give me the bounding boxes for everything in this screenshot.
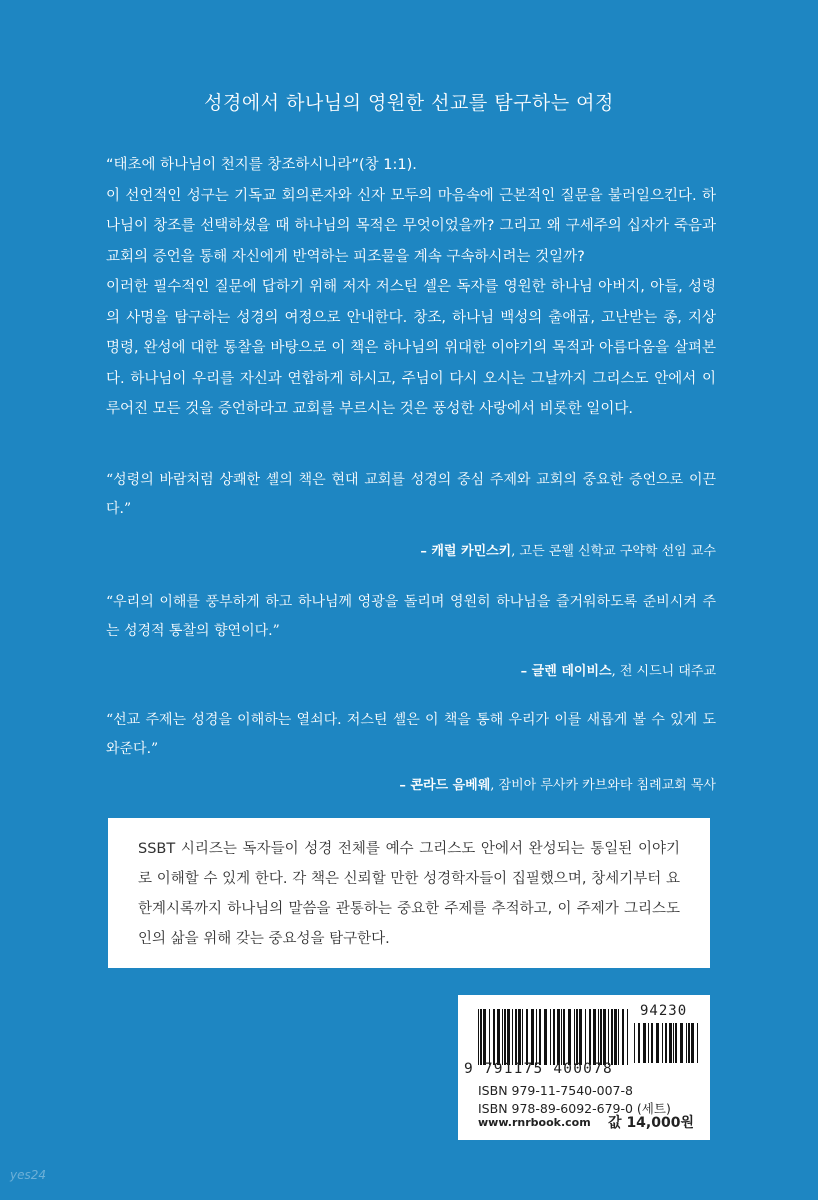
barcode-bar xyxy=(563,1009,565,1065)
endorser-role: , 고든 콘웰 신학교 구약학 선임 교수 xyxy=(511,544,716,559)
endorsement-attribution-2 xyxy=(521,660,716,679)
barcode-bar xyxy=(507,1009,510,1065)
barcode-bar xyxy=(497,1009,500,1065)
barcode-bar xyxy=(611,1009,613,1065)
barcode-bar xyxy=(526,1009,528,1065)
barcode-bar xyxy=(568,1009,571,1065)
barcode-bar xyxy=(622,1009,624,1065)
barcode-bar xyxy=(561,1009,562,1065)
barcode-bar xyxy=(656,1023,659,1063)
barcode-box xyxy=(458,995,710,1140)
barcode-digits: 9 791175 400078 xyxy=(464,1061,613,1077)
barcode-bar xyxy=(608,1009,609,1065)
barcode-bar xyxy=(574,1009,575,1065)
barcode-bar xyxy=(478,1009,479,1065)
barcode-bar xyxy=(504,1009,506,1065)
isbn-set: ISBN 978-89-6092-679-0 (세트) xyxy=(478,1101,671,1116)
barcode-bar xyxy=(589,1009,591,1065)
barcode-bar xyxy=(662,1023,663,1063)
addon-barcode xyxy=(634,1023,698,1063)
publisher-url: www.rnrbook.com xyxy=(478,1116,591,1129)
barcode-bar xyxy=(697,1023,698,1063)
barcode-bar xyxy=(691,1023,694,1063)
barcode-bar xyxy=(669,1023,672,1063)
barcode-bar xyxy=(576,1009,578,1065)
barcode-bar xyxy=(480,1009,482,1065)
barcode-bar xyxy=(502,1009,503,1065)
barcode-bar xyxy=(579,1009,582,1065)
barcode-bar xyxy=(518,1009,521,1065)
barcode-bar xyxy=(675,1023,677,1063)
watermark: yes24 xyxy=(10,1168,47,1182)
barcode-bar xyxy=(550,1009,551,1065)
endorser-name: – 글렌 데이비스 xyxy=(520,664,612,679)
endorsement-quote: “선교 주제는 성경을 이해하는 열쇠다. 저스틴 셸은 이 책을 통해 우리가 이를 새롭게 볼 수 있게 도와준다.” xyxy=(106,712,716,757)
barcode-bar xyxy=(643,1023,646,1063)
barcode-bar xyxy=(512,1009,513,1065)
barcode-bar xyxy=(539,1009,541,1065)
barcode-bar xyxy=(627,1009,628,1065)
endorsement-quote: “우리의 이해를 풍부하게 하고 하나님께 영광을 돌리며 영원히 하나님을 즐거워하도록 준비시켜 주는 성경적 통찰의 향연이다.” xyxy=(106,594,716,639)
price: 값 14,000원 xyxy=(608,1115,694,1131)
barcode-bar xyxy=(557,1009,560,1065)
endorsement-quote: “성령의 바람처럼 상쾌한 셸의 책은 현대 교회를 성경의 중심 주제와 교회의 중요한 증언으로 이끈다.” xyxy=(106,472,716,517)
isbn-barcode xyxy=(478,1009,628,1065)
barcode-bar xyxy=(483,1009,486,1065)
barcode-bar xyxy=(680,1023,683,1063)
endorser-name: – 캐럴 카민스키 xyxy=(420,544,512,559)
endorsement-3 xyxy=(106,706,716,764)
barcode-bar xyxy=(522,1009,523,1065)
addon-digits: 94230 xyxy=(640,1003,688,1019)
barcode-bar xyxy=(634,1023,635,1063)
isbn-book: ISBN 979-11-7540-007-8 xyxy=(478,1083,633,1098)
barcode-bar xyxy=(673,1023,674,1063)
intro-verse: “태초에 하나님이 천지를 창조하시니라”(창 1:1). xyxy=(106,157,417,173)
barcode-bar xyxy=(603,1009,606,1065)
barcode-bar xyxy=(618,1009,619,1065)
intro-text xyxy=(106,150,716,425)
headline: 성경에서 하나님의 영원한 선교를 탐구하는 여정 xyxy=(204,92,614,114)
barcode-bar xyxy=(593,1009,596,1065)
endorser-name: – 콘라드 음베웨 xyxy=(399,778,491,793)
barcode-bar xyxy=(648,1023,649,1063)
barcode-bar xyxy=(489,1009,490,1065)
endorsement-2 xyxy=(106,588,716,646)
barcode-bar xyxy=(614,1009,617,1065)
endorser-role: , 전 시드니 대주교 xyxy=(611,664,716,679)
barcode-bar xyxy=(686,1023,687,1063)
endorsement-attribution-1 xyxy=(420,540,716,559)
intro-paragraph-1: 이 선언적인 성구는 기독교 회의론자와 신자 모두의 마음속에 근본적인 질문을 불러일으킨다. 하나님이 창조를 선택하셨을 때 하나님의 목적은 무엇이었을까? 그리고 왜 구세주의 십자가 죽음과 교회의 증언을 통해 자신에게 반역하는 피조물을 계속 구속하시려는 것일까? xyxy=(106,187,716,265)
barcode-bar xyxy=(531,1009,534,1065)
series-description: SSBT 시리즈는 독자들이 성경 전체를 예수 그리스도 안에서 완성되는 통일된 이야기로 이해할 수 있게 한다. 각 책은 신뢰할 만한 성경학자들이 집필했으며, 창세기부터 요한계시록까지 하나님의 말씀을 관통하는 중요한 주제를 추적하고, 이 주제가 그리스도인의 삶을 위해 갖는 중요성을 탐구한다. xyxy=(138,841,680,947)
endorsement-1 xyxy=(106,466,716,524)
barcode-bar xyxy=(638,1023,640,1063)
barcode-bar xyxy=(688,1023,690,1063)
series-description-box xyxy=(108,818,710,968)
barcode-bar xyxy=(544,1009,547,1065)
barcode-bar xyxy=(651,1023,653,1063)
endorsement-attribution-3 xyxy=(399,774,716,793)
intro-paragraph-2: 이러한 필수적인 질문에 답하기 위해 저자 저스틴 셀은 독자를 영원한 하나님 아버지, 아들, 성령의 사명을 탐구하는 성경의 여정으로 안내한다. 창조, 하나님 백성의 출애굽, 고난받는 종, 지상 명령, 완성에 대한 통찰을 바탕으로 이 책은 하나님의 위대한 이야기의 목적과 아름다움을 살펴본다. 하나님이 우리를 자신과 연합하게 하시고, 주님이 다시 오시는 그날까지 그리스도 안에서 이루어진 모든 것을 증언하라고 교회를 부르시는 것은 풍성한 사랑에서 비롯한 일이다. xyxy=(106,279,716,417)
endorser-role: , 잠비아 루사카 카브와타 침례교회 목사 xyxy=(490,778,716,793)
barcode-bar xyxy=(600,1009,602,1065)
barcode-bar xyxy=(536,1009,537,1065)
barcode-bar xyxy=(553,1009,555,1065)
barcode-bar xyxy=(598,1009,599,1065)
barcode-bar xyxy=(493,1009,495,1065)
barcode-bar xyxy=(665,1023,667,1063)
barcode-bar xyxy=(585,1009,586,1065)
barcode-bar xyxy=(515,1009,517,1065)
